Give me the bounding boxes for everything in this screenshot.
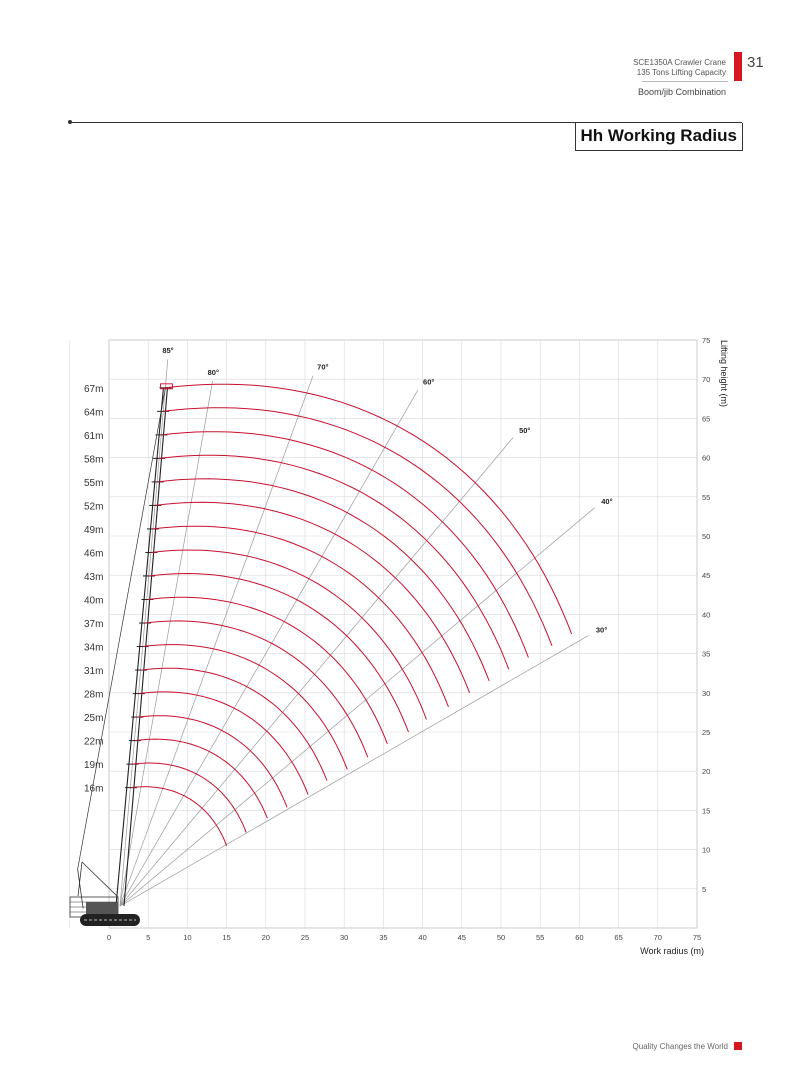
page-title: Hh Working Radius [575, 123, 743, 151]
angle-label: 50° [519, 425, 531, 435]
radius-arc-58m [159, 455, 509, 669]
x-tick-label: 5 [146, 933, 151, 942]
section-name: Boom/jib Combination [637, 87, 726, 97]
plot-frame [109, 340, 697, 928]
y-tick-label: 65 [702, 414, 711, 424]
boom-length-label: 16m [84, 783, 104, 795]
x-tick-label: 60 [575, 933, 584, 942]
radius-arc-64m [163, 408, 552, 646]
angle-rays [120, 359, 594, 906]
x-tick-label: 40 [418, 933, 427, 942]
boom-length-label: 58m [84, 454, 104, 466]
angle-label: 85° [162, 346, 174, 356]
boom-length-label: 19m [84, 760, 104, 772]
y-tick-label: 50 [702, 532, 711, 541]
angle-ray-40 [120, 508, 594, 906]
y-tick-label: 25 [702, 728, 711, 737]
angle-ray-85 [120, 359, 168, 906]
boom-length-label: 28m [84, 689, 104, 701]
angle-label: 80° [207, 367, 219, 377]
x-tick-label: 70 [653, 933, 662, 942]
boom-length-label: 55m [84, 477, 104, 489]
y-tick-label: 60 [702, 453, 711, 463]
boom-length-label: 34m [84, 642, 104, 654]
boom-length-label: 67m [84, 383, 104, 395]
y-tick-label: 75 [702, 336, 711, 345]
radius-arcs [131, 384, 572, 846]
boom-length-label: 61m [84, 430, 104, 442]
page-number: 31 [747, 54, 764, 71]
x-tick-label: 75 [692, 933, 702, 942]
angle-label: 60° [423, 377, 435, 387]
y-axis-label: Lifting height (m) [719, 340, 729, 408]
footer-slogan: Quality Changes the World [632, 1042, 728, 1051]
x-tick-label: 55 [536, 933, 545, 942]
boom-length-label: 52m [84, 501, 104, 513]
radius-arc-55m [158, 479, 490, 681]
radius-arc-19m [133, 763, 247, 832]
x-tick-label: 0 [106, 933, 112, 942]
radius-arc-28m [139, 692, 308, 795]
radius-arc-22m [135, 739, 268, 818]
x-tick-label: 10 [183, 933, 192, 942]
boom-length-label: 22m [84, 736, 104, 748]
angle-ray-80 [120, 381, 213, 906]
x-tick-label: 30 [340, 933, 349, 942]
y-tick-label: 5 [702, 884, 707, 894]
chart-labels [84, 336, 729, 956]
y-tick-label: 70 [702, 375, 711, 385]
y-tick-label: 35 [702, 649, 711, 659]
boom-length-label: 46m [84, 548, 104, 560]
x-tick-label: 50 [496, 933, 506, 942]
angle-ray-50 [120, 438, 513, 906]
y-tick-label: 45 [702, 571, 711, 581]
x-tick-label: 35 [379, 933, 388, 942]
boom-length-label: 64m [84, 407, 104, 419]
y-tick-label: 15 [702, 806, 711, 816]
radius-arc-37m [145, 621, 368, 757]
angle-label: 30° [595, 625, 608, 635]
boom-length-label: 40m [84, 595, 104, 607]
mast-strut [78, 862, 82, 896]
boom-length-label: 25m [84, 713, 104, 725]
radius-arc-61m [162, 432, 529, 658]
radius-arc-31m [141, 668, 327, 780]
x-tick-label: 15 [222, 933, 231, 942]
x-tick-label: 20 [261, 933, 270, 942]
x-tick-label: 25 [300, 933, 310, 942]
x-tick-label: 45 [457, 933, 466, 942]
crane-cab [86, 902, 118, 914]
boom-length-label: 43m [84, 571, 104, 583]
y-tick-label: 30 [702, 688, 711, 698]
mast-strut [82, 862, 118, 897]
header-product-name: SCE1350A Crawler Crane [633, 58, 726, 67]
y-tick-label: 40 [702, 610, 711, 620]
x-axis-label: Work radius (m) [640, 946, 704, 956]
angle-label: 70° [317, 362, 329, 372]
y-tick-label: 10 [702, 845, 711, 855]
header-capacity: 135 Tons Lifting Capacity [636, 68, 726, 77]
angle-label: 40° [601, 496, 613, 506]
radius-arc-34m [143, 645, 348, 770]
footer-logo-icon [734, 1042, 742, 1050]
crane-base-illustration [70, 862, 140, 926]
boom-length-label: 31m [84, 666, 104, 678]
angle-ray-60 [120, 390, 418, 906]
y-tick-label: 20 [702, 767, 711, 777]
x-tick-label: 65 [614, 933, 623, 942]
boom-length-label: 37m [84, 619, 104, 631]
boom-length-label: 49m [84, 524, 104, 536]
y-tick-label: 55 [702, 492, 711, 502]
